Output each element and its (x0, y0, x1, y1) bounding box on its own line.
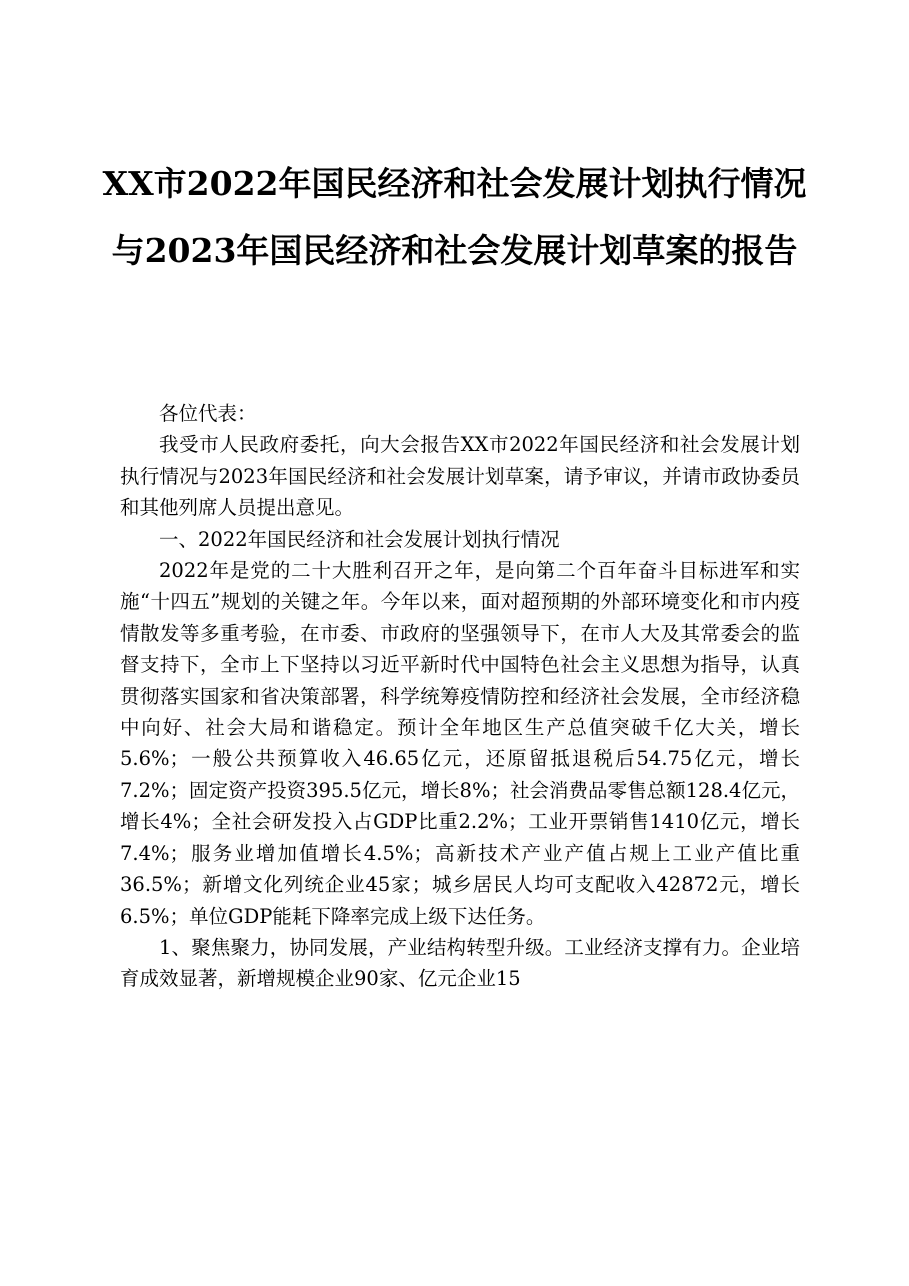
section-heading: 一、2022年国民经济和社会发展计划执行情况 (159, 527, 560, 551)
overview-paragraph: 2022年是党的二十大胜利召开之年，是向第二个百年奋斗目标进军和实施“十四五”规划的关键之年。今年以来，面对超预期的外部环境变化和市内疫情散发等多重考验，在市委、市政府的坚强领导下，在市人大及其常委会的监督支持下，全市上下坚持以习近平新时代中国特色社会主义思想为指导，认真贯彻落实国家和省决策部署，科学统筹疫情防控和经济社会发展，全市经济稳中向好、社会大局和谐稳定。预计全年地区生产总值突破千亿大关，增长5.6%；一般公共预算收入46.65亿元，还原留抵退税后54.75亿元，增长7.2%；固定资产投资395.5亿元，增长8%；社会消费品零售总额128.4亿元，增长4%；全社会研发投入占GDP比重2.2%；工业开票销售1410亿元，增长7.4%；服务业增加值增长4.5%；高新技术产业产值占规上工业产值比重36.5%；新增文化列统企业45家；城乡居民人均可支配收入42872元，增长6.5%；单位GDP能耗下降率完成上级下达任务。 (120, 559, 800, 928)
document-title: XX市2022年国民经济和社会发展计划执行情况与2023年国民经济和社会发展计划草案的报告 (102, 164, 807, 270)
industry-paragraph: 1、聚焦聚力，协同发展，产业结构转型升级。工业经济支撑有力。企业培育成效显著，新增规模企业90家、亿元企业15 (120, 935, 800, 991)
document-body (120, 398, 800, 995)
intro-paragraph: 我受市人民政府委托，向大会报告XX市2022年国民经济和社会发展计划执行情况与2023年国民经济和社会发展计划草案，请予审议，并请市政协委员和其他列席人员提出意见。 (120, 433, 800, 520)
salutation: 各位代表： (159, 402, 257, 425)
